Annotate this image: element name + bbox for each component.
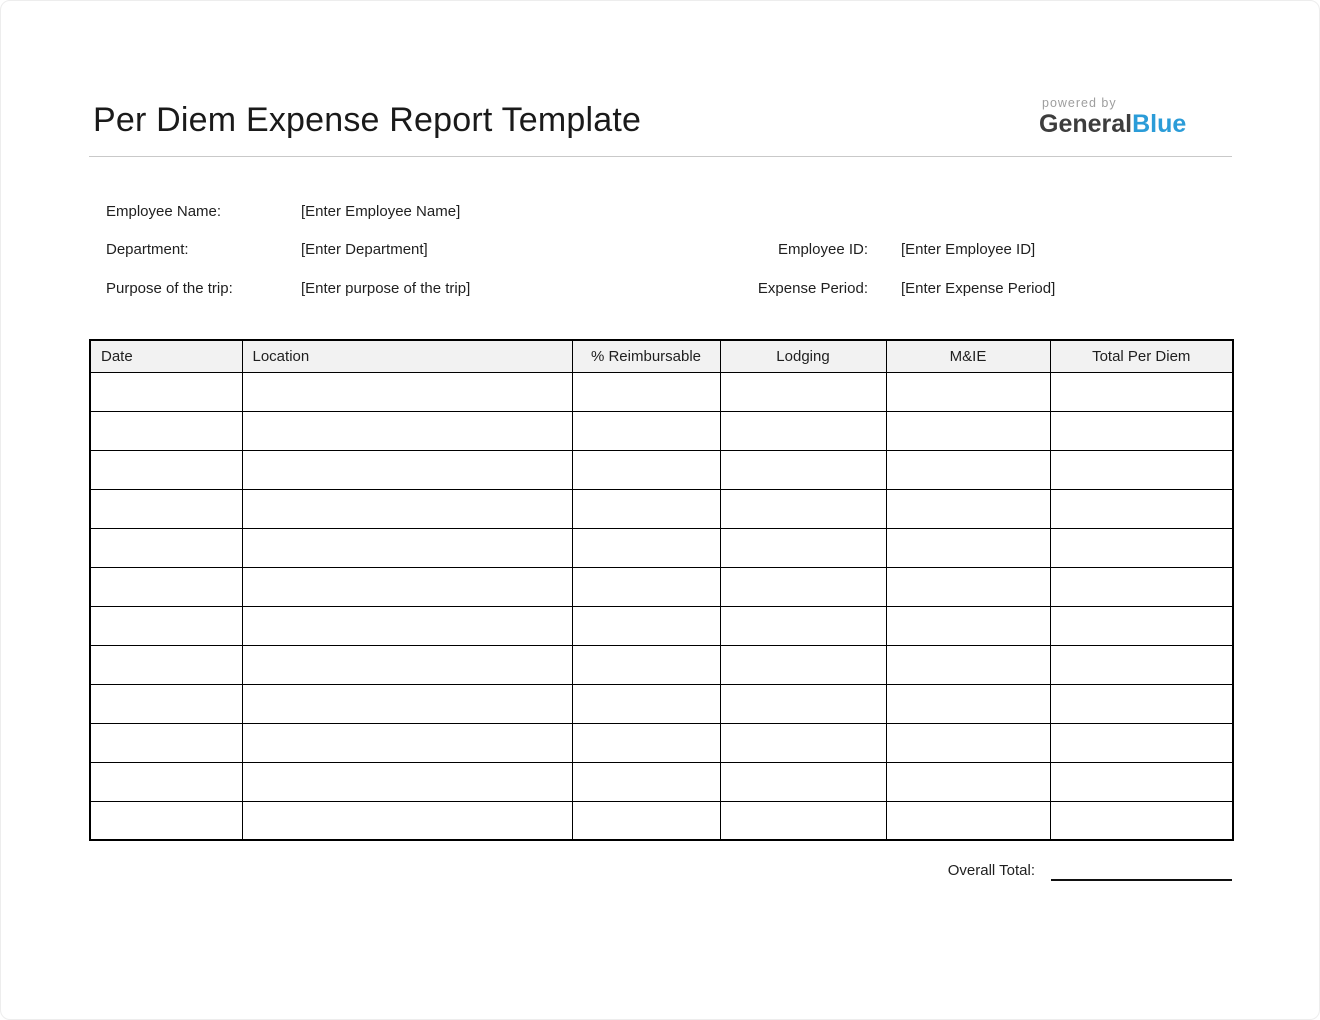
employee-id-label: Employee ID: <box>777 241 868 258</box>
purpose-field[interactable]: [Enter purpose of the trip] <box>301 280 471 297</box>
table-row <box>90 567 1233 606</box>
table-cell[interactable] <box>572 762 720 801</box>
table-cell[interactable] <box>90 411 242 450</box>
table-cell[interactable] <box>242 606 572 645</box>
table-cell[interactable] <box>90 723 242 762</box>
table-cell[interactable] <box>1050 723 1233 762</box>
table-cell[interactable] <box>242 762 572 801</box>
powered-by-text: powered by <box>1042 96 1117 110</box>
table-cell[interactable] <box>572 411 720 450</box>
employee-name-label: Employee Name: <box>106 203 222 220</box>
table-cell[interactable] <box>720 372 886 411</box>
table-cell[interactable] <box>572 645 720 684</box>
table-row <box>90 528 1233 567</box>
table-cell[interactable] <box>90 528 242 567</box>
table-cell[interactable] <box>242 411 572 450</box>
table-cell[interactable] <box>242 723 572 762</box>
page-title: Per Diem Expense Report Template <box>93 101 642 139</box>
table-cell[interactable] <box>1050 489 1233 528</box>
table-cell[interactable] <box>720 489 886 528</box>
expense-period-field[interactable]: [Enter Expense Period] <box>901 280 1056 297</box>
column-header-lodging: Lodging <box>720 340 886 372</box>
table-row <box>90 606 1233 645</box>
per-diem-table-body <box>90 372 1233 840</box>
table-row <box>90 645 1233 684</box>
table-row <box>90 411 1233 450</box>
table-cell[interactable] <box>1050 372 1233 411</box>
table-cell[interactable] <box>886 723 1050 762</box>
table-cell[interactable] <box>886 684 1050 723</box>
table-row <box>90 684 1233 723</box>
table-cell[interactable] <box>886 411 1050 450</box>
overall-total-row <box>89 861 1232 881</box>
table-cell[interactable] <box>1050 567 1233 606</box>
header-divider <box>89 156 1232 157</box>
table-cell[interactable] <box>1050 606 1233 645</box>
table-cell[interactable] <box>720 567 886 606</box>
table-cell[interactable] <box>720 762 886 801</box>
table-cell[interactable] <box>886 567 1050 606</box>
table-cell[interactable] <box>242 567 572 606</box>
table-row <box>90 762 1233 801</box>
table-cell[interactable] <box>720 411 886 450</box>
table-cell[interactable] <box>1050 645 1233 684</box>
table-cell[interactable] <box>572 606 720 645</box>
overall-total-field[interactable] <box>1051 861 1232 881</box>
table-cell[interactable] <box>572 528 720 567</box>
table-cell[interactable] <box>720 801 886 840</box>
table-cell[interactable] <box>720 450 886 489</box>
table-cell[interactable] <box>90 489 242 528</box>
table-cell[interactable] <box>572 567 720 606</box>
table-cell[interactable] <box>242 528 572 567</box>
table-row <box>90 801 1233 840</box>
table-cell[interactable] <box>242 684 572 723</box>
table-cell[interactable] <box>720 645 886 684</box>
overall-total-label: Overall Total: <box>947 862 1035 879</box>
column-header-total-per-diem: Total Per Diem <box>1050 340 1233 372</box>
table-cell[interactable] <box>886 450 1050 489</box>
table-cell[interactable] <box>572 801 720 840</box>
table-cell[interactable] <box>572 372 720 411</box>
table-cell[interactable] <box>90 450 242 489</box>
brand-name <box>1039 111 1186 139</box>
table-cell[interactable] <box>90 567 242 606</box>
table-cell[interactable] <box>572 489 720 528</box>
table-cell[interactable] <box>1050 528 1233 567</box>
table-cell[interactable] <box>720 528 886 567</box>
table-cell[interactable] <box>90 606 242 645</box>
table-cell[interactable] <box>1050 762 1233 801</box>
table-cell[interactable] <box>886 762 1050 801</box>
table-cell[interactable] <box>886 606 1050 645</box>
table-cell[interactable] <box>242 450 572 489</box>
brand-name-blue: Blue <box>1132 109 1187 138</box>
table-cell[interactable] <box>242 801 572 840</box>
table-row <box>90 489 1233 528</box>
table-cell[interactable] <box>886 372 1050 411</box>
table-row <box>90 450 1233 489</box>
table-cell[interactable] <box>90 762 242 801</box>
column-header-reimbursable: % Reimbursable <box>572 340 720 372</box>
expense-period-label: Expense Period: <box>757 280 868 297</box>
table-cell[interactable] <box>242 372 572 411</box>
brand-name-general: General <box>1039 109 1133 138</box>
table-cell[interactable] <box>90 801 242 840</box>
department-label: Department: <box>106 241 189 258</box>
table-cell[interactable] <box>90 684 242 723</box>
department-field[interactable]: [Enter Department] <box>301 241 428 258</box>
table-cell[interactable] <box>1050 450 1233 489</box>
per-diem-table <box>89 339 1234 841</box>
table-cell[interactable] <box>720 723 886 762</box>
employee-id-field[interactable]: [Enter Employee ID] <box>901 241 1036 258</box>
table-cell[interactable] <box>90 645 242 684</box>
table-cell[interactable] <box>886 528 1050 567</box>
table-cell[interactable] <box>90 372 242 411</box>
table-header-row <box>90 340 1233 372</box>
brand-logo <box>1039 97 1186 138</box>
table-cell[interactable] <box>572 723 720 762</box>
table-cell[interactable] <box>886 801 1050 840</box>
table-cell[interactable] <box>1050 411 1233 450</box>
table-cell[interactable] <box>242 645 572 684</box>
table-cell[interactable] <box>720 684 886 723</box>
table-cell[interactable] <box>886 645 1050 684</box>
column-header-location: Location <box>242 340 572 372</box>
table-cell[interactable] <box>572 450 720 489</box>
table-cell[interactable] <box>572 684 720 723</box>
table-cell[interactable] <box>1050 684 1233 723</box>
table-row <box>90 372 1233 411</box>
table-cell[interactable] <box>1050 801 1233 840</box>
table-cell[interactable] <box>886 489 1050 528</box>
table-row <box>90 723 1233 762</box>
table-cell[interactable] <box>242 489 572 528</box>
employee-name-field[interactable]: [Enter Employee Name] <box>301 203 461 220</box>
purpose-label: Purpose of the trip: <box>106 280 233 297</box>
table-cell[interactable] <box>720 606 886 645</box>
column-header-mie: M&IE <box>886 340 1050 372</box>
column-header-date: Date <box>90 340 242 372</box>
